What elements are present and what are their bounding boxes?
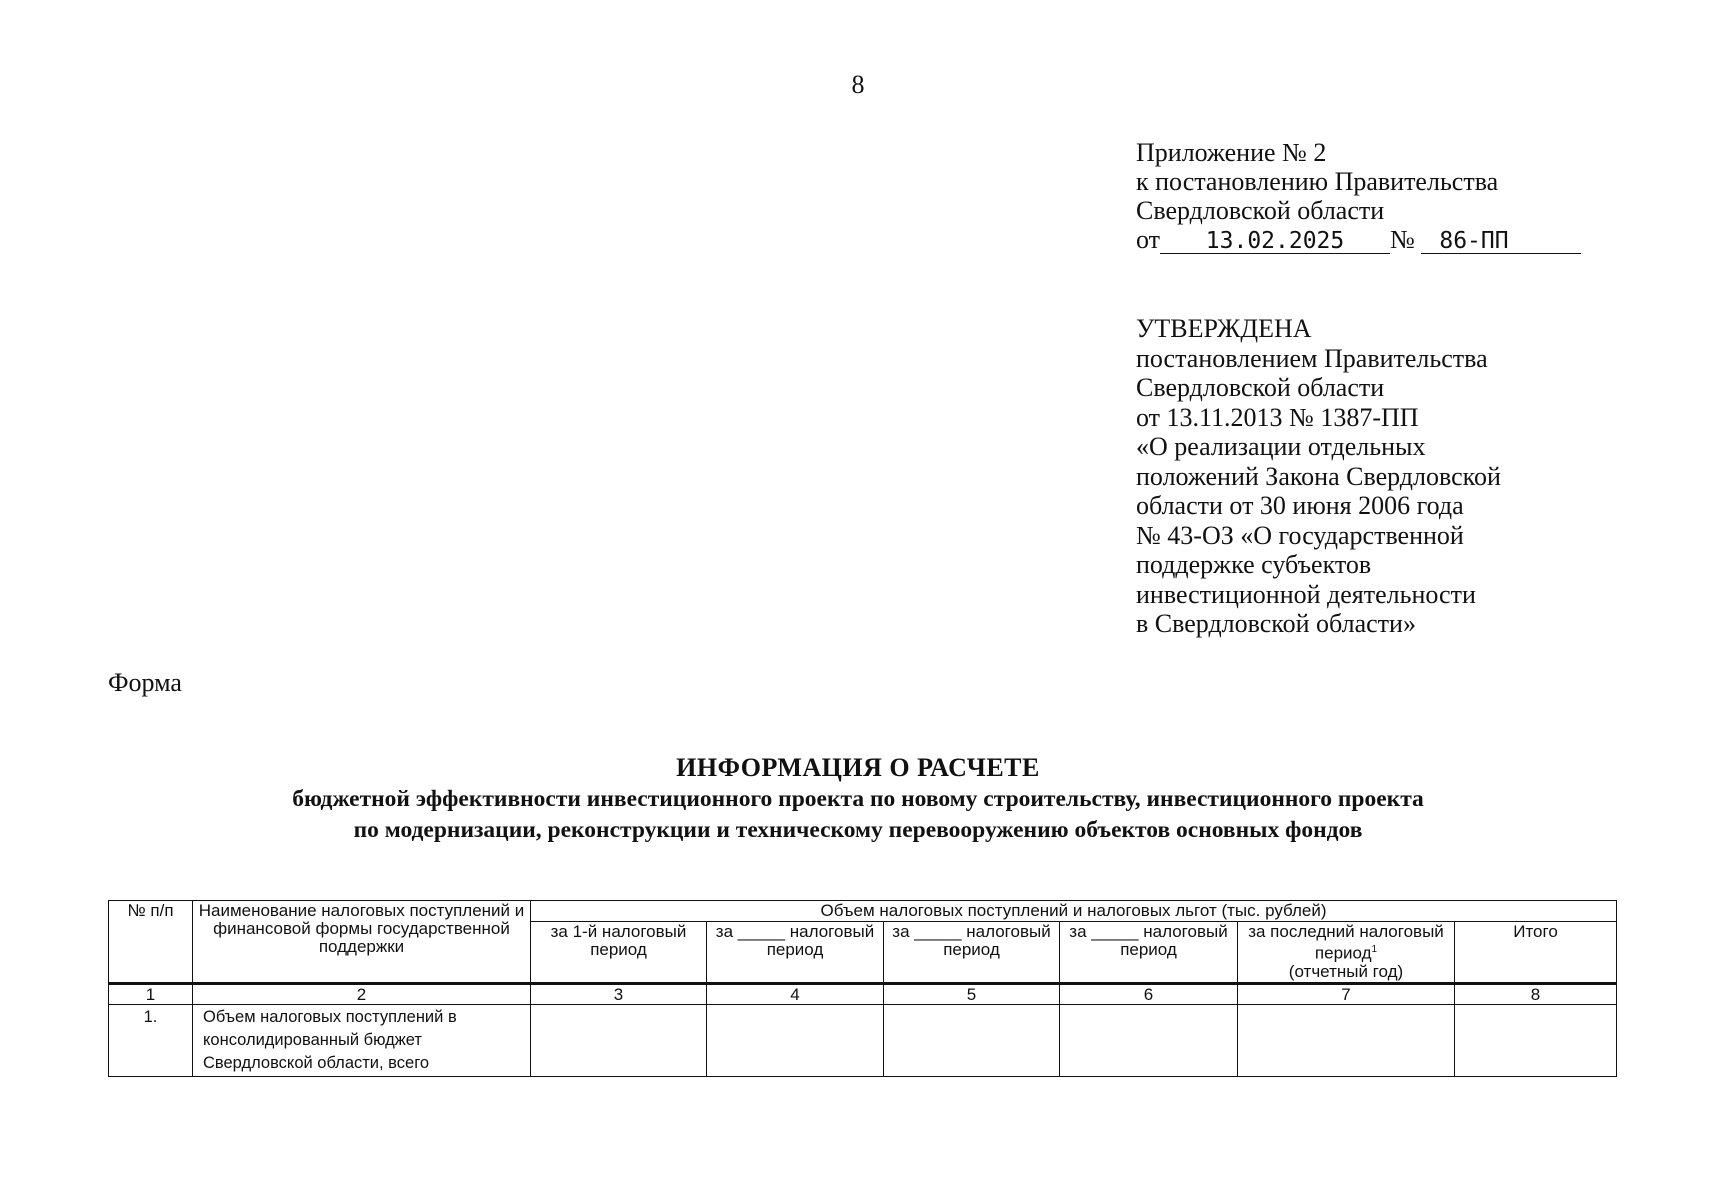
calculation-table-wrapper — [108, 900, 1616, 1077]
appendix-line: Свердловской области — [1136, 196, 1385, 225]
header-cell-period: за 1-й налоговый период — [531, 922, 707, 984]
row-name: Объем налоговых поступлений в консолидированный бюджет Свердловской области, всего — [193, 1004, 531, 1076]
approved-line: инвестиционной деятельности — [1136, 579, 1476, 609]
header-cell-period: за _____ налоговый период — [707, 922, 884, 984]
column-number: 4 — [707, 983, 884, 1004]
table-cell-empty — [1455, 1004, 1617, 1076]
header-cell-period: за _____ налоговый период — [884, 922, 1060, 984]
approved-line: в Свердловской области» — [1136, 609, 1416, 638]
approved-line: от 13.11.2013 № 1387-ПП — [1136, 402, 1419, 432]
approved-line: Свердловской области — [1136, 373, 1385, 402]
header-cell-group: Объем налоговых поступлений и налоговых льгот (тыс. рублей) — [531, 901, 1617, 922]
approved-line: № 43-ОЗ «О государственной — [1136, 520, 1464, 550]
title-subtitle: бюджетной эффективности инвестиционного проекта по новому строительству, инвестиционного проекта — [292, 786, 1424, 812]
column-number: 2 — [193, 983, 531, 1004]
appendix-line: Приложение № 2 — [1136, 138, 1327, 167]
header-cell-total: Итого — [1455, 922, 1617, 984]
last-period-text: за последний налоговый период — [1248, 922, 1444, 963]
column-number: 8 — [1455, 983, 1617, 1004]
decree-date: 13.02.2025 — [1160, 229, 1390, 254]
table-cell-empty — [1060, 1004, 1238, 1076]
column-number: 7 — [1238, 983, 1455, 1004]
approved-line: поддержке субъектов — [1136, 550, 1372, 579]
column-number-row — [109, 983, 1617, 1004]
title-main: ИНФОРМАЦИЯ О РАСЧЕТЕ — [676, 753, 1040, 782]
approved-line: положений Закона Свердловской — [1136, 461, 1501, 491]
appendix-line: к постановлению Правительства — [1136, 167, 1499, 196]
header-cell-number: № п/п — [109, 901, 193, 984]
page-number: 8 — [851, 70, 865, 99]
appendix-date-line — [1136, 225, 1656, 254]
approved-line: области от 30 июня 2006 года — [1136, 491, 1464, 520]
column-number: 3 — [531, 983, 707, 1004]
title-subtitle: по модернизации, реконструкции и техническому перевооружению объектов основных фондов — [353, 817, 1363, 843]
appendix-block — [1136, 138, 1656, 254]
column-number: 1 — [109, 983, 193, 1004]
number-label: № — [1390, 225, 1415, 254]
table-cell-empty — [531, 1004, 707, 1076]
column-number: 6 — [1060, 983, 1238, 1004]
calculation-table — [108, 900, 1617, 1077]
column-number: 5 — [884, 983, 1060, 1004]
form-label: Форма — [108, 668, 182, 697]
footnote-marker: 1 — [1371, 944, 1378, 955]
header-cell-last-period — [1238, 922, 1455, 984]
approved-heading: УТВЕРЖДЕНА — [1136, 314, 1312, 343]
document-title — [0, 752, 1716, 846]
header-cell-period: за _____ налоговый период — [1060, 922, 1238, 984]
header-cell-name: Наименование налоговых поступлений и финансовой формы государственной поддержки — [193, 901, 531, 984]
row-number: 1. — [109, 1004, 193, 1076]
table-header-row — [109, 901, 1617, 922]
table-cell-empty — [884, 1004, 1060, 1076]
decree-number: 86-ПП — [1421, 229, 1581, 254]
table-cell-empty — [1238, 1004, 1455, 1076]
from-label: от — [1136, 225, 1161, 254]
approved-line: «О реализации отдельных — [1136, 432, 1426, 461]
table-row — [109, 1004, 1617, 1076]
table-cell-empty — [707, 1004, 884, 1076]
last-period-note: (отчетный год) — [1288, 961, 1404, 981]
approved-block — [1136, 314, 1656, 639]
approved-line: постановлением Правительства — [1136, 343, 1488, 373]
